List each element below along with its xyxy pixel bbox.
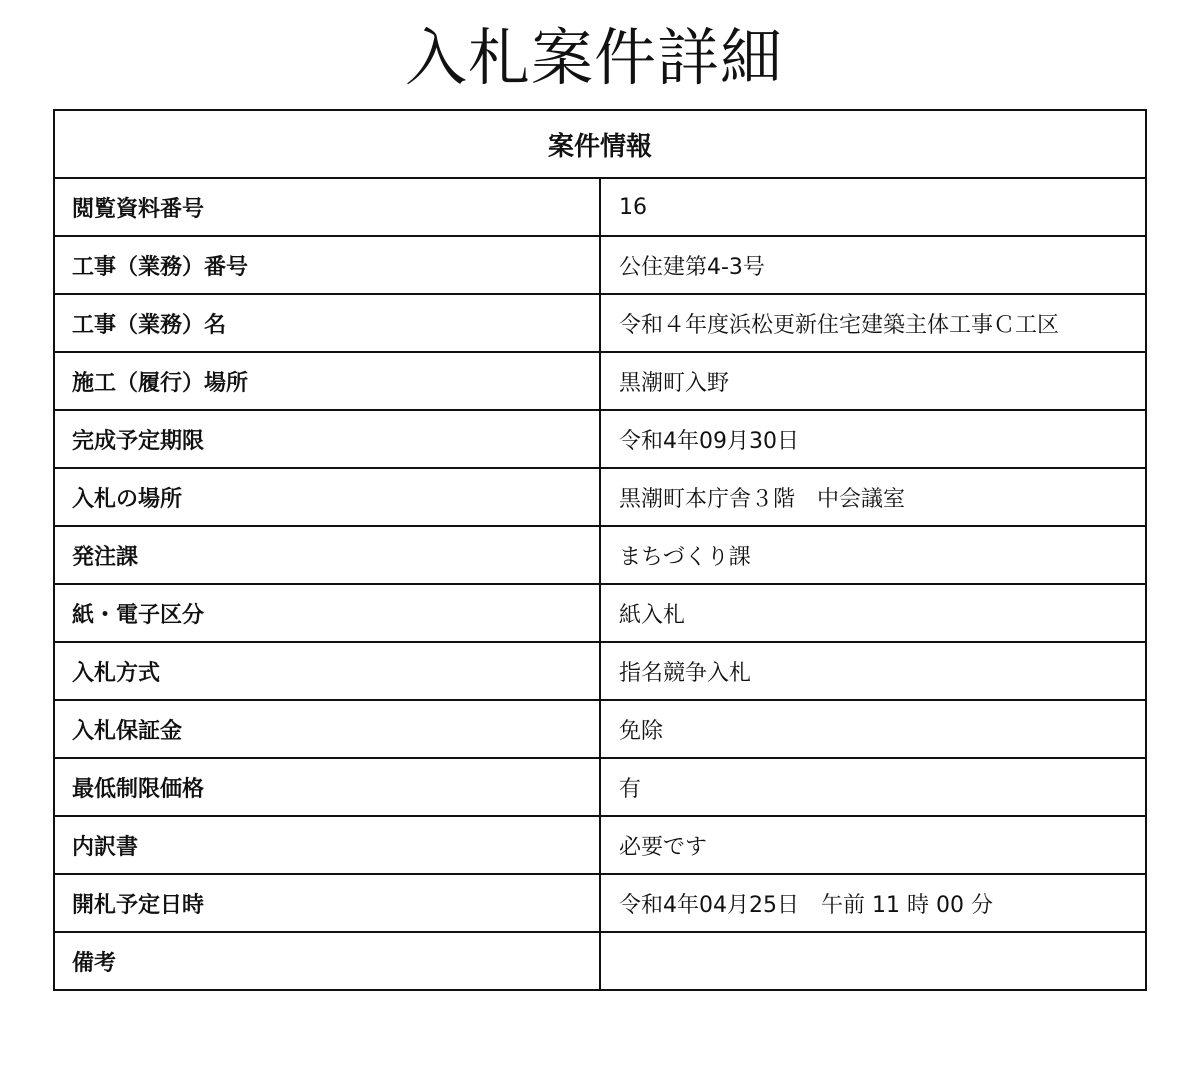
row-label: 閲覧資料番号 bbox=[54, 178, 600, 236]
row-label: 発注課 bbox=[54, 526, 600, 584]
row-label: 入札保証金 bbox=[54, 700, 600, 758]
row-label: 内訳書 bbox=[54, 816, 600, 874]
table-row bbox=[54, 236, 1146, 294]
table-row bbox=[54, 352, 1146, 410]
table-row bbox=[54, 642, 1146, 700]
table-row bbox=[54, 584, 1146, 642]
table-row bbox=[54, 874, 1146, 932]
row-value: 公住建第4-3号 bbox=[600, 236, 1146, 294]
row-value: 必要です bbox=[600, 816, 1146, 874]
table-row bbox=[54, 932, 1146, 990]
row-label: 備考 bbox=[54, 932, 600, 990]
table-row bbox=[54, 526, 1146, 584]
row-label: 工事（業務）名 bbox=[54, 294, 600, 352]
row-label: 紙・電子区分 bbox=[54, 584, 600, 642]
row-value: 令和4年09月30日 bbox=[600, 410, 1146, 468]
row-label: 施工（履行）場所 bbox=[54, 352, 600, 410]
row-value: まちづくり課 bbox=[600, 526, 1146, 584]
table-row bbox=[54, 410, 1146, 468]
row-label: 入札方式 bbox=[54, 642, 600, 700]
bid-info-table bbox=[53, 109, 1147, 991]
row-label: 最低制限価格 bbox=[54, 758, 600, 816]
row-value: 黒潮町入野 bbox=[600, 352, 1146, 410]
section-header: 案件情報 bbox=[54, 110, 1146, 178]
row-label: 開札予定日時 bbox=[54, 874, 600, 932]
row-value bbox=[600, 932, 1146, 990]
table-row bbox=[54, 294, 1146, 352]
row-label: 工事（業務）番号 bbox=[54, 236, 600, 294]
row-label: 入札の場所 bbox=[54, 468, 600, 526]
row-value: 指名競争入札 bbox=[600, 642, 1146, 700]
table-row bbox=[54, 758, 1146, 816]
table-row bbox=[54, 178, 1146, 236]
table-row bbox=[54, 816, 1146, 874]
row-value: 免除 bbox=[600, 700, 1146, 758]
row-value: 黒潮町本庁舎３階 中会議室 bbox=[600, 468, 1146, 526]
row-value: 有 bbox=[600, 758, 1146, 816]
row-value: 令和4年04月25日 午前 11 時 00 分 bbox=[600, 874, 1146, 932]
row-value: 令和４年度浜松更新住宅建築主体工事Ｃ工区 bbox=[600, 294, 1146, 352]
row-value: 紙入札 bbox=[600, 584, 1146, 642]
row-value: 16 bbox=[600, 178, 1146, 236]
page-title: 入札案件詳細 bbox=[404, 21, 783, 94]
table-row bbox=[54, 700, 1146, 758]
table-row bbox=[54, 468, 1146, 526]
table-header-row bbox=[54, 110, 1146, 178]
row-label: 完成予定期限 bbox=[54, 410, 600, 468]
